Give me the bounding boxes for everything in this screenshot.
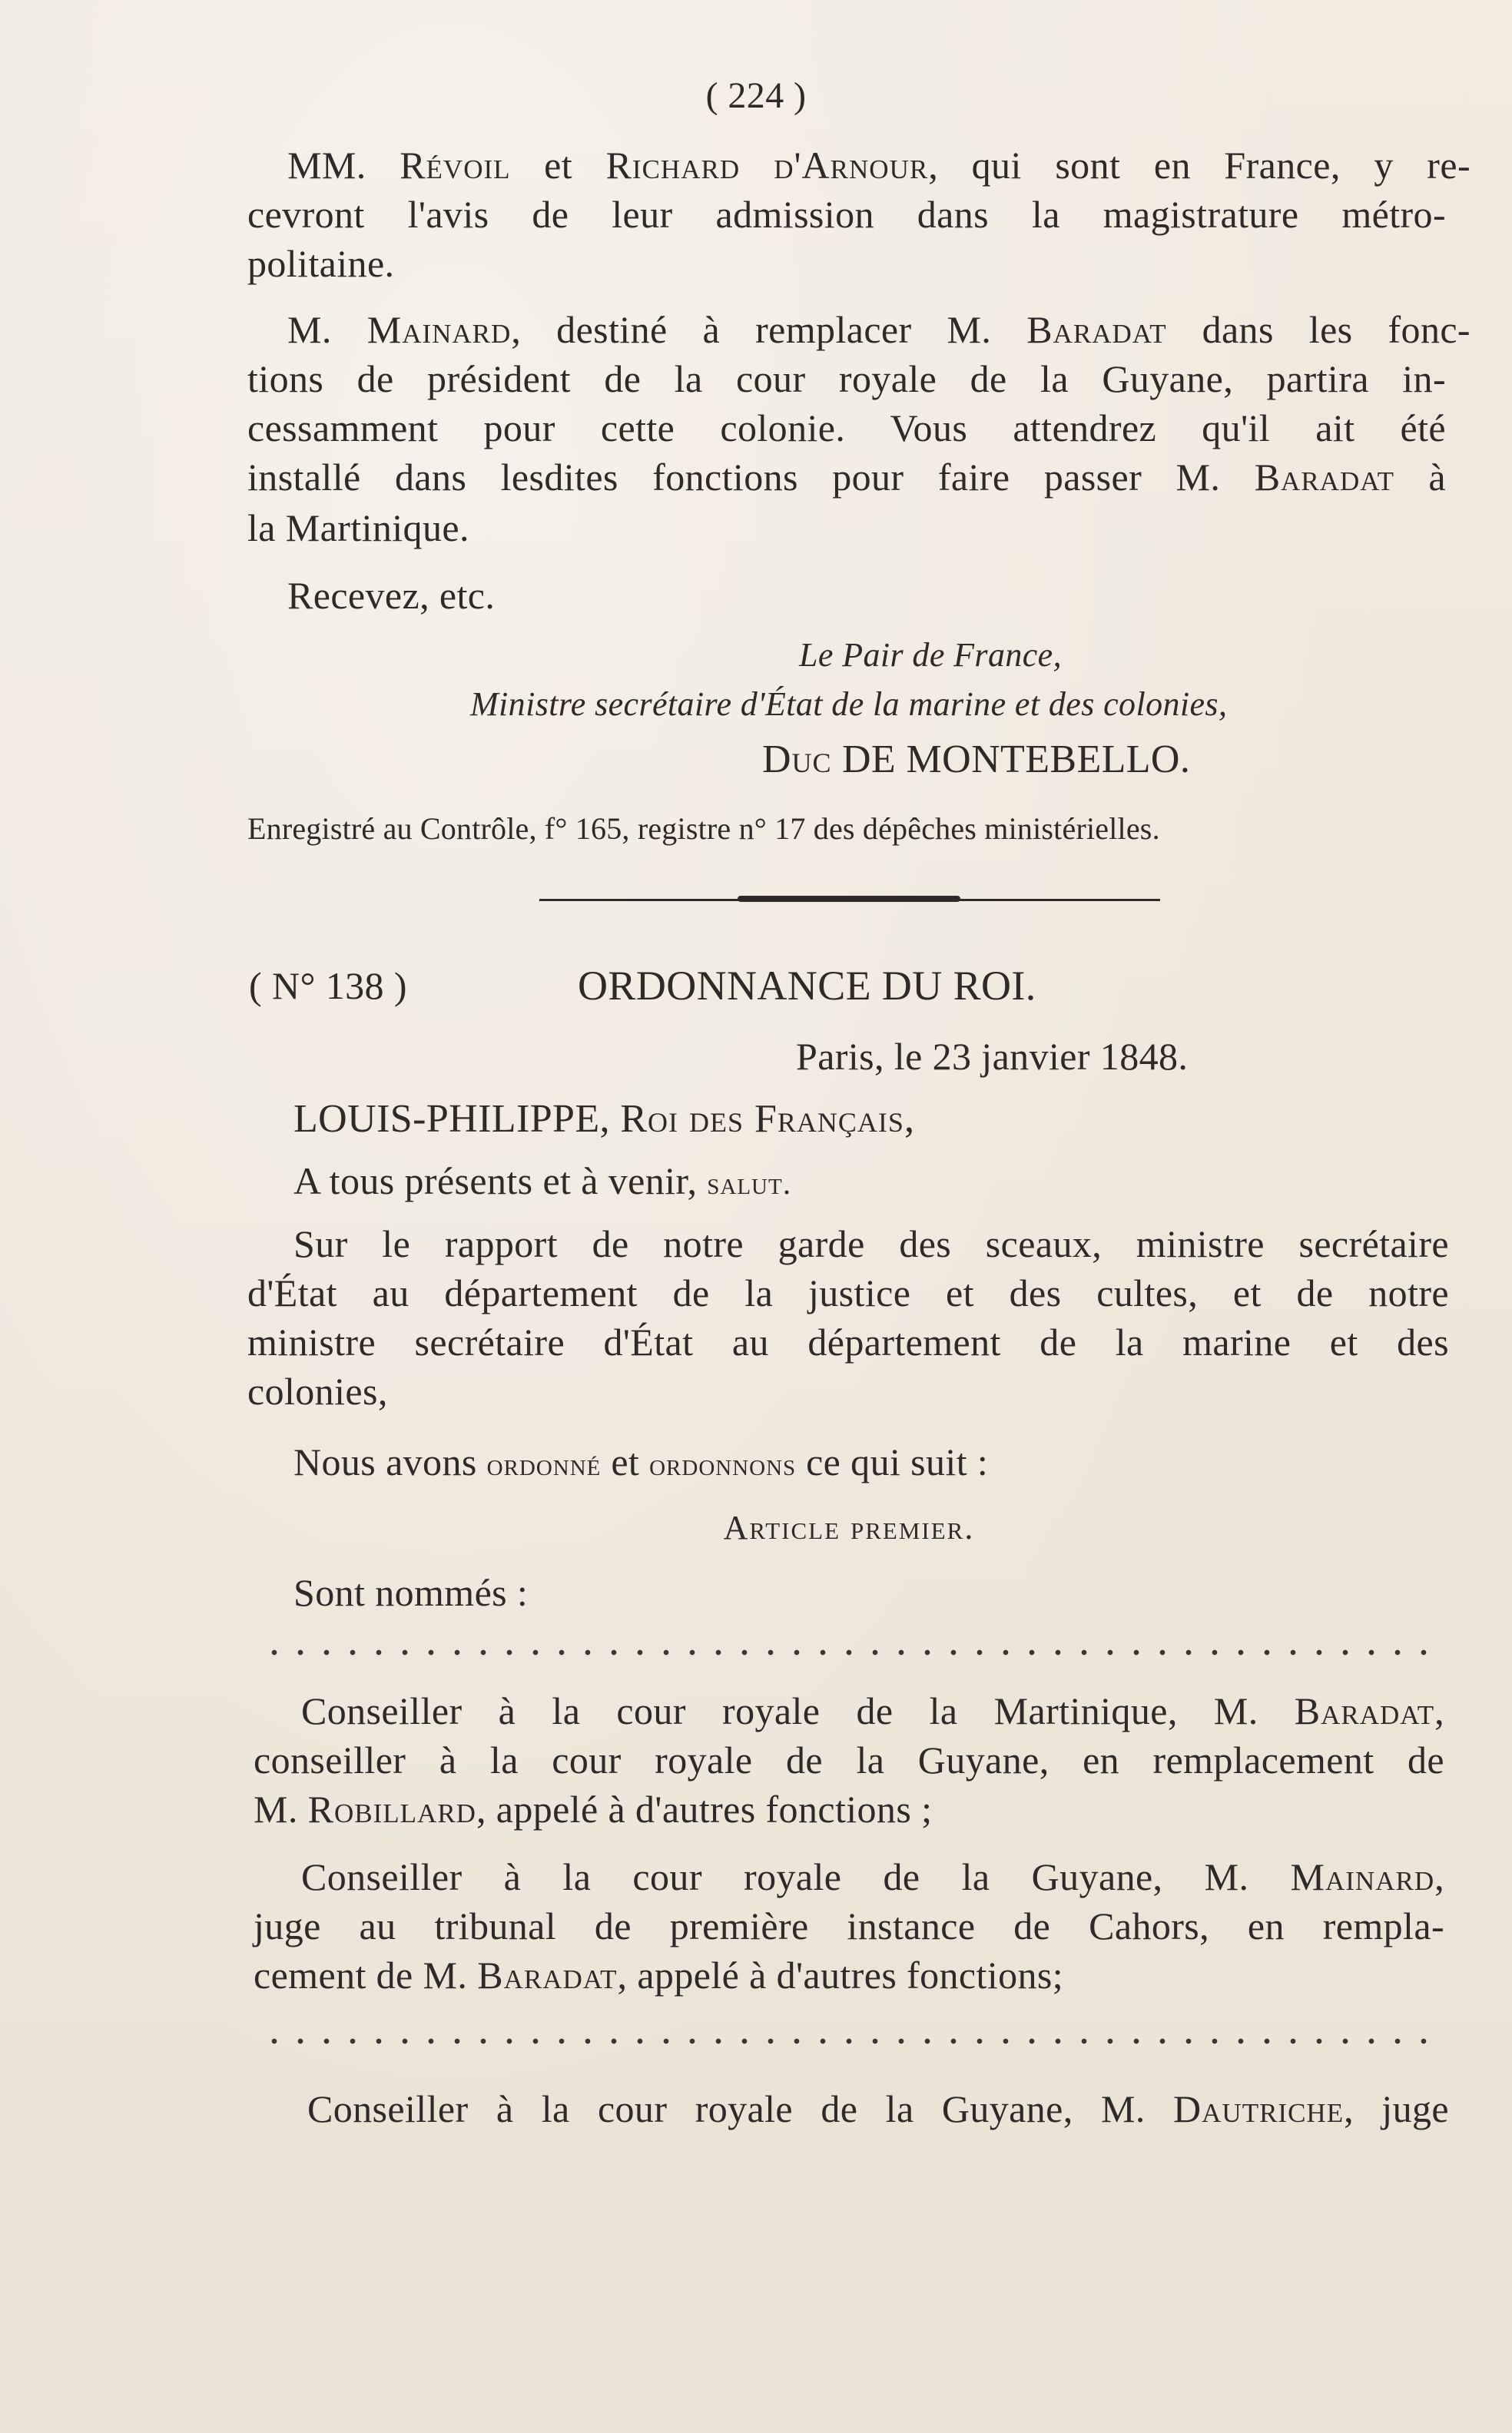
paragraph-line: cement de M. Baradat, appelé à d'autres fonctions; xyxy=(254,1954,1064,1997)
separator-rule-thick xyxy=(738,896,960,902)
paragraph-line: Conseiller à la cour royale de la Guyane, M. Mainard, xyxy=(301,1855,1444,1898)
king-title: LOUIS-PHILIPPE, Roi des Français, xyxy=(293,1097,915,1141)
ordonnance-date: Paris, le 23 janvier 1848. xyxy=(796,1035,1189,1078)
paragraph-line: tions de président de la cour royale de la Guyane, partira in- xyxy=(247,357,1446,400)
enacting-clause: Nous avons ordonné et ordonnons ce qui suit : xyxy=(293,1440,989,1483)
paragraph-line: installé dans lesdites fonctions pour faire passer M. Baradat à xyxy=(247,456,1446,499)
ordonnance-title: ORDONNANCE DU ROI. xyxy=(578,963,1036,1009)
signatory: Duc DE MONTEBELLO. xyxy=(762,738,1191,781)
paragraph-line: la Martinique. xyxy=(247,506,469,549)
paragraph-line: politaine. xyxy=(247,242,395,285)
document-number: ( N° 138 ) xyxy=(249,964,407,1007)
signature-title: Ministre secrétaire d'État de la marine et des colonies, xyxy=(470,685,1228,723)
person-name: Robillard xyxy=(307,1788,476,1831)
paragraph-line: Conseiller à la cour royale de la Guyane, M. Dautriche, juge xyxy=(307,2087,1449,2130)
salutation: A tous présents et à venir, salut. xyxy=(293,1159,792,1202)
person-name: Mainard xyxy=(1290,1855,1435,1898)
paragraph-line: juge au tribunal de première instance de Cahors, en rempla- xyxy=(254,1904,1444,1947)
person-name: Richard d'Arnour xyxy=(605,144,929,187)
paragraph-line: colonies, xyxy=(247,1370,388,1413)
registration-note: Enregistré au Contrôle, f° 165, registre n° 17 des dépêches ministérielles. xyxy=(247,811,1160,846)
paragraph-line: cevront l'avis de leur admission dans la magistrature métro- xyxy=(247,193,1446,236)
ellipsis-dots xyxy=(261,1649,1437,1656)
signature-title: Le Pair de France, xyxy=(799,636,1063,674)
paragraph-line: M. Mainard, destiné à remplacer M. Baradat dans les fonc- xyxy=(287,308,1471,351)
person-name: Mainard xyxy=(366,308,512,351)
paragraph-line: cessamment pour cette colonie. Vous attendrez qu'il ait été xyxy=(247,406,1446,449)
person-name: Baradat xyxy=(1294,1689,1435,1732)
person-name: Baradat xyxy=(1026,308,1167,351)
closing-formula: Recevez, etc. xyxy=(287,574,496,617)
appointment-intro: Sont nommés : xyxy=(293,1571,529,1614)
paragraph-line: MM. Révoil et Richard d'Arnour, qui sont en France, y re- xyxy=(287,144,1471,187)
person-name: Révoil xyxy=(400,144,511,187)
ellipsis-dots xyxy=(261,2037,1437,2045)
paragraph-line: conseiller à la cour royale de la Guyane, en remplacement de xyxy=(254,1739,1444,1782)
paragraph-line: ministre secrétaire d'État au département de la marine et des xyxy=(247,1321,1449,1364)
paragraph-line: Sur le rapport de notre garde des sceaux, ministre secrétaire xyxy=(293,1222,1449,1265)
article-heading: Article premier. xyxy=(723,1509,975,1546)
person-name: Dautriche xyxy=(1173,2087,1345,2130)
page-number: ( 224 ) xyxy=(705,75,807,116)
person-name: Baradat xyxy=(1254,456,1395,499)
paragraph-line: Conseiller à la cour royale de la Martinique, M. Baradat, xyxy=(301,1689,1444,1732)
person-name: Baradat xyxy=(477,1954,618,1997)
paragraph-line: d'État au département de la justice et des cultes, et de notre xyxy=(247,1271,1449,1314)
paragraph-line: M. Robillard, appelé à d'autres fonctions ; xyxy=(254,1788,933,1831)
